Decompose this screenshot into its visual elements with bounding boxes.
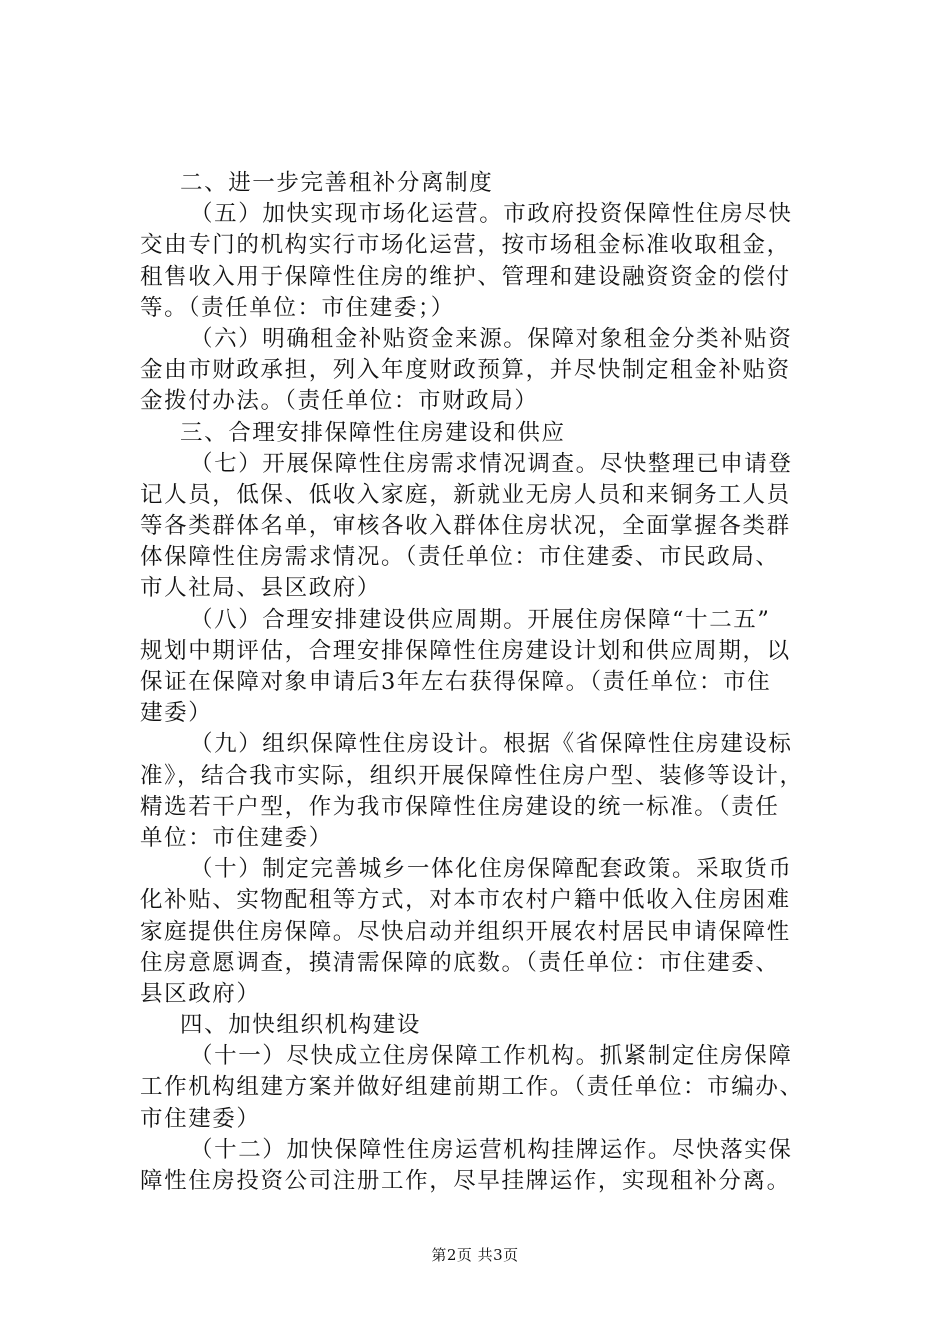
text-line: 租售收入用于保障性住房的维护、管理和建设融资资金的偿付 xyxy=(140,263,791,290)
text-line: 精选若干户型，作为我市保障性住房建设的统一标准。（责任 xyxy=(140,793,780,820)
text-line: 等各类群体名单，审核各收入群体住房状况，全面掌握各类群 xyxy=(140,513,791,540)
text-line: 记人员，低保、低收入家庭，新就业无房人员和来铜务工人员 xyxy=(140,481,791,508)
text-line: 金拨付办法。（责任单位：市财政局） xyxy=(140,388,539,415)
section-heading: 四、加快组织机构建设 xyxy=(180,1012,422,1039)
text-line: 县区政府） xyxy=(140,980,261,1007)
text-line: 准》，结合我市实际，组织开展保障性住房户型、装修等设计， xyxy=(140,762,804,789)
text-line: 等。（责任单位：市住建委；） xyxy=(140,294,455,321)
text-line: 保证在保障对象申请后3年左右获得保障。（责任单位：市住 xyxy=(140,669,772,695)
text-line: （六）明确租金补贴资金来源。保障对象租金分类补贴资 xyxy=(190,325,793,352)
text-line: 工作机构组建方案并做好组建前期工作。（责任单位：市编办、 xyxy=(140,1074,804,1101)
text-line: （七）开展保障性住房需求情况调查。尽快整理已申请登 xyxy=(190,450,793,477)
text-line: 障性住房投资公司注册工作，尽早挂牌运作，实现租补分离。 xyxy=(140,1168,791,1194)
text-line: 单位：市住建委） xyxy=(140,824,333,851)
text-line: （十）制定完善城乡一体化住房保障配套政策。采取货币 xyxy=(190,856,793,883)
text-line: 化补贴、实物配租等方式，对本市农村户籍中低收入住房困难 xyxy=(140,887,791,914)
section-heading: 二、进一步完善租补分离制度 xyxy=(180,170,494,196)
text-line: 市人社局、县区政府） xyxy=(140,575,382,602)
text-line: 体保障性住房需求情况。（责任单位：市住建委、市民政局、 xyxy=(140,544,780,571)
page-footer: 第2页 共3页 xyxy=(431,1246,519,1264)
text-line: （五）加快实现市场化运营。市政府投资保障性住房尽快 xyxy=(190,201,793,228)
document-body xyxy=(140,168,830,1197)
text-line: 家庭提供住房保障。尽快启动并组织开展农村居民申请保障性 xyxy=(140,918,791,945)
text-line: 建委） xyxy=(140,700,213,727)
text-line: 规划中期评估，合理安排保障性住房建设计划和供应周期，以 xyxy=(140,637,791,664)
section-heading: 三、合理安排保障性住房建设和供应 xyxy=(180,419,566,446)
text-line: 住房意愿调查，摸清需保障的底数。（责任单位：市住建委、 xyxy=(140,949,780,976)
text-line: 交由专门的机构实行市场化运营，按市场租金标准收取租金， xyxy=(140,232,791,259)
text-line: （十二）加快保障性住房运营机构挂牌运作。尽快落实保 xyxy=(190,1136,793,1163)
text-line: 市住建委） xyxy=(140,1105,261,1132)
text-line: （八）合理安排建设供应周期。开展住房保障“十二五” xyxy=(190,606,771,633)
text-line: （九）组织保障性住房设计。根据《省保障性住房建设标 xyxy=(190,731,793,758)
text-line: （十一）尽快成立住房保障工作机构。抓紧制定住房保障 xyxy=(190,1043,793,1070)
text-line: 金由市财政承担，列入年度财政预算，并尽快制定租金补贴资 xyxy=(140,357,791,384)
